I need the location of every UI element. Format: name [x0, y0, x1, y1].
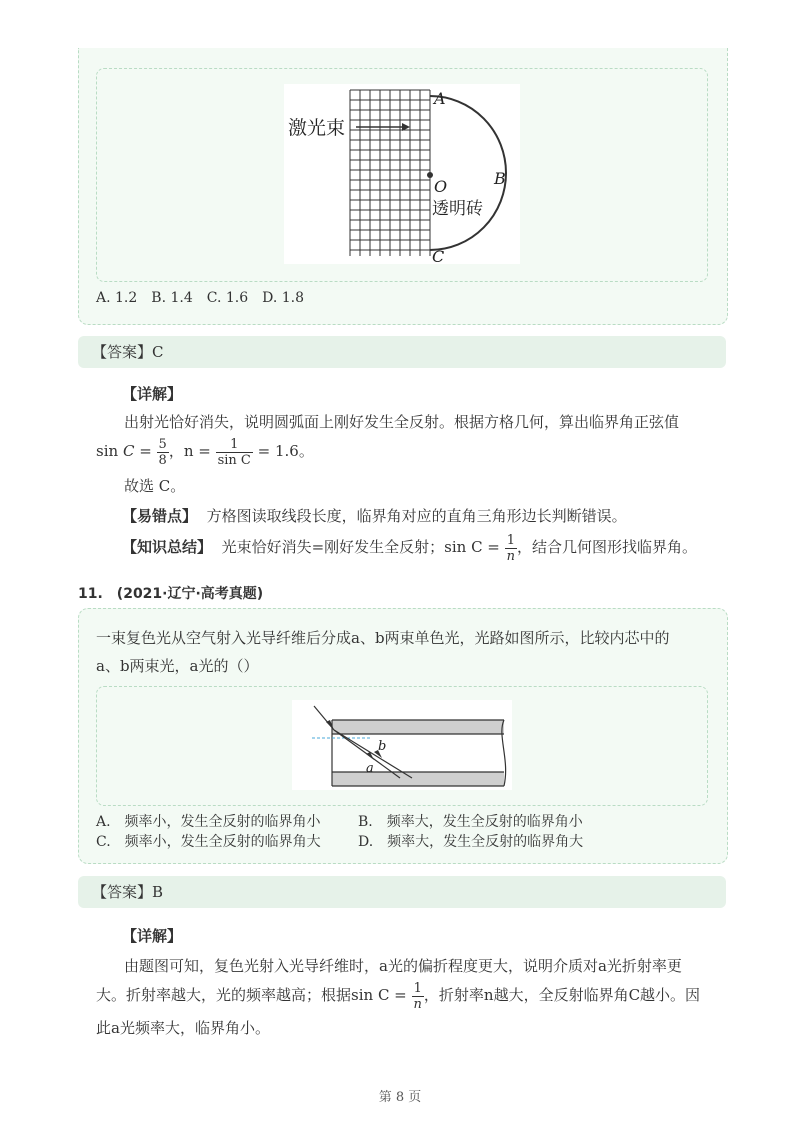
error-text: 方格图读取线段长度，临界角对应的直角三角形边长判断错误。: [206, 507, 627, 525]
answer-value: B: [152, 883, 164, 901]
question-11-detail-label: 【详解】: [122, 927, 183, 945]
ray-a-label: a: [366, 761, 374, 776]
brick-diagram: [284, 84, 520, 264]
formula-sin: sin: [96, 442, 119, 460]
frac-den: n: [506, 548, 516, 564]
question-10-choose: 故选 C。: [124, 477, 186, 495]
question-10-detail-label: 【详解】: [122, 385, 183, 403]
question-10-options: A. 1.2 B. 1.4 C. 1.6 D. 1.8: [96, 290, 304, 306]
question-10-formula: [96, 434, 314, 468]
question-10-answer: [92, 342, 164, 362]
beam-label: 激光束: [288, 117, 346, 139]
fraction-1-n: [505, 533, 517, 564]
formula-result: = 1.6。: [252, 442, 314, 460]
answer-label: 【答案】: [92, 883, 153, 901]
question-11-detail-line2: [96, 978, 700, 1012]
question-10-summary: [122, 530, 697, 564]
page-number: 第 8 页: [378, 1090, 422, 1105]
detail-line2-b: ，折射率n越大，全反射临界角C越小。因: [423, 986, 701, 1004]
error-label: 【易错点】: [122, 507, 198, 525]
detail-line2-a: 大。折射率越大，光的频率越高；根据: [96, 986, 352, 1004]
fraction-1-n: [412, 981, 424, 1012]
frac-num: 1: [216, 437, 253, 453]
fiber-diagram: [292, 700, 512, 790]
question-11-detail-line1: 由题图可知，复色光射入光导纤维时，a光的偏折程度更大，说明介质对a光折射率更: [124, 957, 682, 975]
frac-num: 5: [158, 436, 167, 452]
frac-num: 1: [412, 981, 424, 997]
option-c[interactable]: C. 频率小，发生全反射的临界角大: [96, 834, 321, 850]
summary-text1: 光束恰好消失=刚好发生全反射；: [221, 538, 445, 556]
frac-den: sin C: [217, 452, 251, 468]
question-10-answer-bar: [78, 336, 726, 368]
option-a[interactable]: A. 频率小，发生全反射的临界角小: [96, 814, 321, 830]
detail-sin: sin C =: [351, 986, 412, 1004]
option-d[interactable]: D. 频率大，发生全反射的临界角大: [358, 834, 584, 850]
point-a-label: A: [434, 89, 446, 108]
fraction-1-sinc: [216, 437, 253, 468]
fiber-figure: [292, 700, 512, 790]
point-c-label: C: [432, 247, 445, 264]
question-11-detail-line3: 此a光频率大，临界角小。: [96, 1019, 270, 1037]
frac-num: 1: [505, 533, 517, 549]
ray-b-label: b: [378, 739, 387, 754]
question-11-header: 11. (2021·辽宁·高考真题): [78, 586, 264, 602]
question-11-stem-line1: 一束复色光从空气射入光导纤维后分成a、b两束单色光，光路如图所示，比较内芯中的: [96, 629, 670, 647]
point-o-label: O: [434, 177, 448, 196]
answer-label: 【答案】: [92, 343, 153, 361]
formula-n: ，n =: [168, 442, 216, 460]
question-10-detail-line1: 出射光恰好消失，说明圆弧面上刚好发生全反射。根据方格几何，算出临界角正弦值: [124, 413, 680, 431]
frac-den: n: [413, 996, 422, 1012]
summary-text2: ，结合几何图形找临界角。: [517, 538, 698, 556]
frac-den: 8: [158, 452, 167, 468]
summary-label: 【知识总结】: [122, 538, 213, 556]
question-10-error: [122, 506, 627, 526]
brick-figure: [284, 84, 520, 264]
question-11-answer: [92, 882, 163, 902]
point-b-label: B: [494, 169, 506, 188]
option-b[interactable]: B. 频率大，发生全反射的临界角小: [358, 814, 583, 830]
formula-eq: =: [134, 442, 157, 460]
brick-label: 透明砖: [432, 199, 483, 219]
summary-sin: sin C =: [444, 538, 505, 556]
question-11-stem-line2: a、b两束光，a光的（）: [96, 657, 259, 675]
formula-c: C: [122, 442, 135, 460]
question-11-answer-bar: [78, 876, 726, 908]
answer-value: C: [152, 343, 164, 361]
fraction-5-8: [157, 437, 169, 468]
